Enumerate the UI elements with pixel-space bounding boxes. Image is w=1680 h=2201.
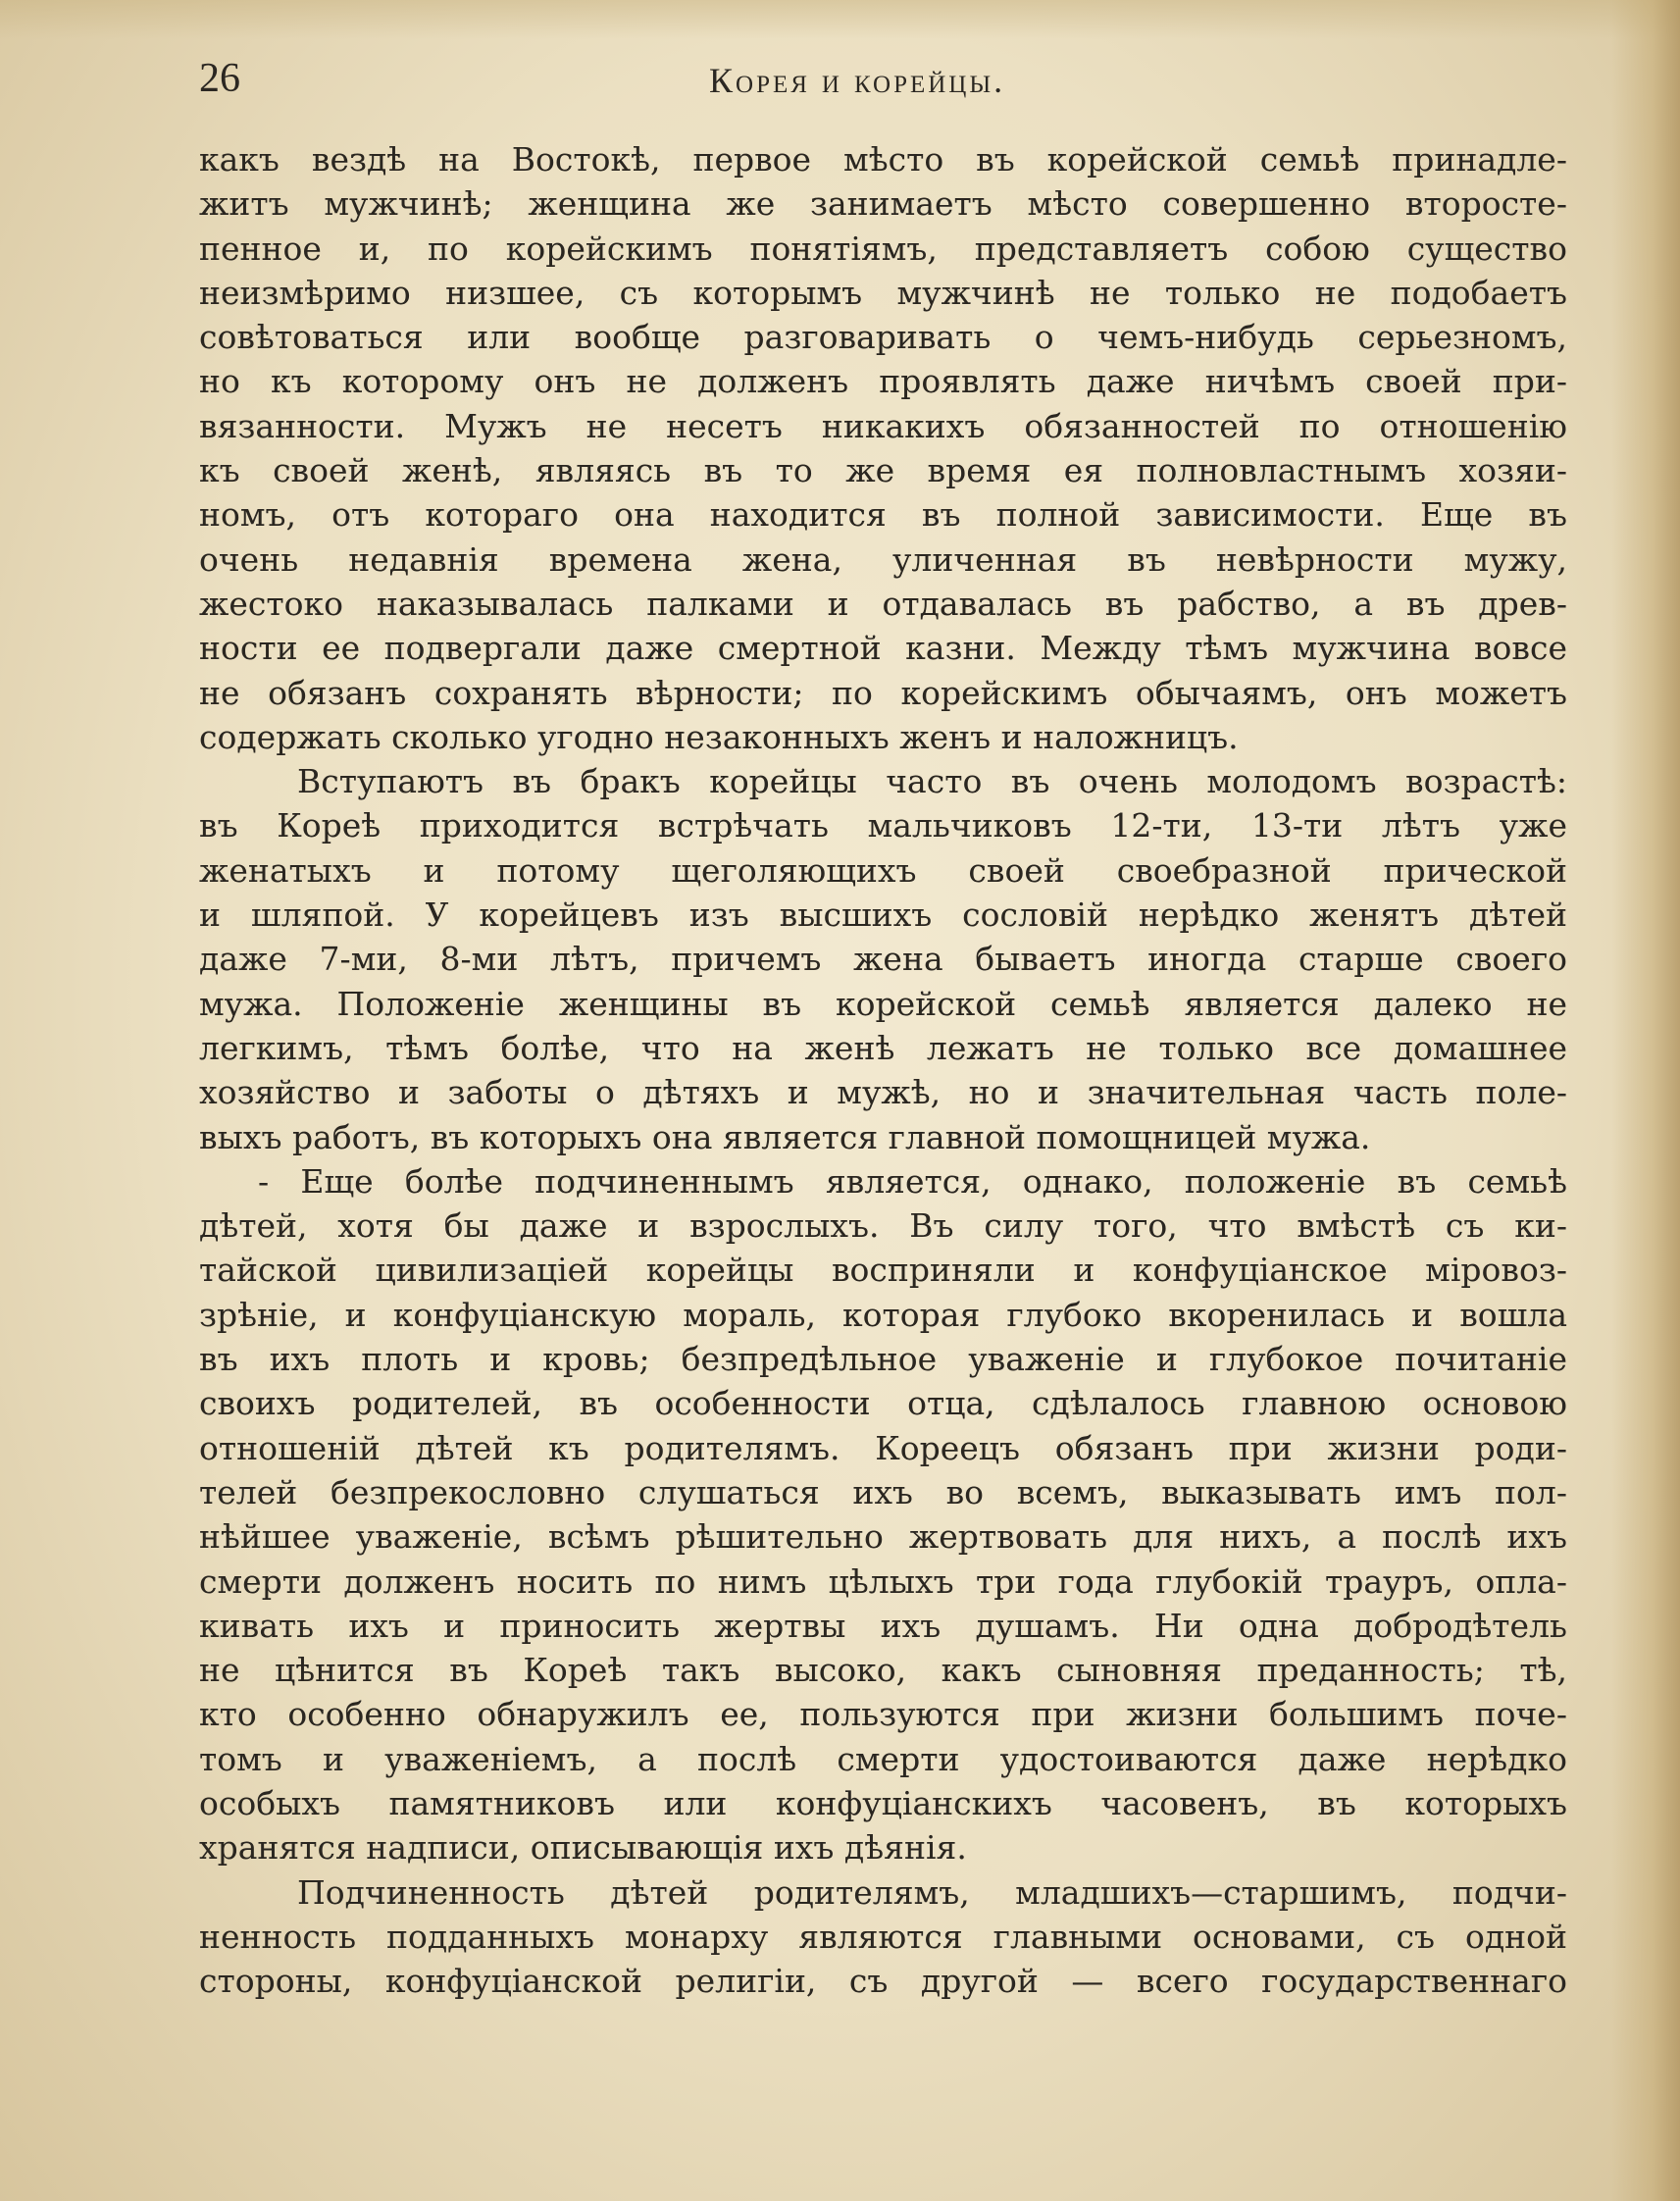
text-line: хозяйство и заботы о дѣтяхъ и мужѣ, но и значительная часть поле- <box>199 1073 1567 1112</box>
text-line: не цѣнится въ Кореѣ такъ высоко, какъ сыновняя преданность; тѣ, <box>199 1651 1567 1690</box>
text-line: но къ которому онъ не долженъ проявлять даже ничѣмъ своей при- <box>199 362 1567 401</box>
text-line: пенное и, по корейскимъ понятіямъ, представляетъ собою существо <box>199 229 1567 268</box>
text-line: очень недавнія времена жена, уличенная въ невѣрности мужу, <box>199 539 1567 579</box>
text-line: томъ и уваженіемъ, а послѣ смерти удостоиваются даже нерѣдко <box>199 1739 1567 1778</box>
text-line: женатыхъ и потому щеголяющихъ своей своебразной прической <box>199 850 1567 890</box>
paragraph-3 <box>199 1159 1567 1870</box>
text-line: стороны, конфуціанской религіи, съ другой — всего государственнаго <box>199 1962 1567 2001</box>
text-line: своихъ родителей, въ особенности отца, сдѣлалось главною основою <box>199 1384 1567 1423</box>
text-line: неизмѣримо низшее, съ которымъ мужчинѣ не только не подобаетъ <box>199 273 1567 312</box>
text-line: Подчиненность дѣтей родителямъ, младшихъ—старшимъ, подчи- <box>297 1872 1567 1912</box>
text-line: телей безпрекословно слушаться ихъ во всемъ, выказывать имъ пол- <box>199 1472 1567 1511</box>
text-line: совѣтоваться или вообще разговаривать о чемъ-нибудь серьезномъ, <box>199 318 1567 357</box>
text-line: въ ихъ плоть и кровь; безпредѣльное уваженіе и глубокое почитаніе <box>199 1340 1567 1379</box>
text-line: ненность подданныхъ монарху являются главными основами, съ одной <box>199 1917 1567 1956</box>
text-line: содержать сколько угодно незаконныхъ женъ и наложницъ. <box>199 717 1239 756</box>
page-number: 26 <box>199 56 240 101</box>
text-line: мужа. Положеніе женщины въ корейской семьѣ является далеко не <box>199 984 1567 1023</box>
page-edge-shadow-top <box>0 0 1680 39</box>
page-edge-shadow-right <box>1611 0 1680 2201</box>
text-line: зрѣніе, и конфуціанскую мораль, которая глубоко вкоренилась и вошла <box>199 1295 1567 1334</box>
paragraph-4 <box>199 1870 1567 2004</box>
paragraph-1 <box>199 137 1567 759</box>
text-line: тайской цивилизаціей корейцы восприняли и конфуціанское міровоз- <box>199 1251 1567 1290</box>
text-line: жестоко наказывалась палками и отдавалась въ рабство, а въ древ- <box>199 584 1567 623</box>
text-line: не обязанъ сохранять вѣрности; по корейскимъ обычаямъ, онъ можетъ <box>199 673 1567 712</box>
text-line: - Еще болѣе подчиненнымъ является, однако, положеніе въ семьѣ <box>258 1161 1567 1201</box>
text-line: и шляпой. У корейцевъ изъ высшихъ сословій нерѣдко женятъ дѣтей <box>199 896 1567 935</box>
paragraph-2 <box>199 759 1567 1159</box>
text-line: выхъ работъ, въ которыхъ она является главной помощницей мужа. <box>199 1117 1371 1156</box>
text-line: смерти долженъ носить по нимъ цѣлыхъ три года глубокій трауръ, опла- <box>199 1561 1567 1601</box>
text-line: какъ вездѣ на Востокѣ, первое мѣсто въ корейской семьѣ принадле- <box>199 140 1567 179</box>
text-line: особыхъ памятниковъ или конфуціанскихъ часовенъ, въ которыхъ <box>199 1783 1567 1822</box>
text-line: номъ, отъ котораго она находится въ полной зависимости. Еще въ <box>199 495 1567 535</box>
text-line: кто особенно обнаружилъ ее, пользуются при жизни большимъ поче- <box>199 1695 1567 1734</box>
text-line: кивать ихъ и приносить жертвы ихъ душамъ. Ни одна добродѣтель <box>199 1606 1567 1645</box>
text-line: нѣйшее уваженіе, всѣмъ рѣшительно жертвовать для нихъ, а послѣ ихъ <box>199 1517 1567 1557</box>
running-title: Корея и корейцы. <box>709 61 1006 100</box>
text-line: житъ мужчинѣ; женщина же занимаетъ мѣсто совершенно второсте- <box>199 184 1567 224</box>
text-line: легкимъ, тѣмъ болѣе, что на женѣ лежатъ не только все домашнее <box>199 1028 1567 1067</box>
text-line: дѣтей, хотя бы даже и взрослыхъ. Въ силу того, что вмѣстѣ съ ки- <box>199 1206 1567 1246</box>
text-line: ности ее подвергали даже смертной казни. Между тѣмъ мужчина вовсе <box>199 629 1567 668</box>
text-line: даже 7-ми, 8-ми лѣтъ, причемъ жена бываетъ иногда старше своего <box>199 940 1567 979</box>
body-text <box>199 137 1567 2003</box>
text-line: въ Кореѣ приходится встрѣчать мальчиковъ 12-ти, 13-ти лѣтъ уже <box>199 806 1567 845</box>
text-line: къ своей женѣ, являясь въ то же время ея полновластнымъ хозяи- <box>199 451 1567 490</box>
text-line: отношеній дѣтей къ родителямъ. Кореецъ обязанъ при жизни роди- <box>199 1428 1567 1467</box>
text-line: Вступаютъ въ бракъ корейцы часто въ очень молодомъ возрастѣ: <box>297 762 1567 801</box>
running-head <box>199 49 1567 108</box>
text-line: хранятся надписи, описывающія ихъ дѣянія. <box>199 1828 967 1868</box>
text-line: вязанности. Мужъ не несетъ никакихъ обязанностей по отношенію <box>199 406 1567 445</box>
